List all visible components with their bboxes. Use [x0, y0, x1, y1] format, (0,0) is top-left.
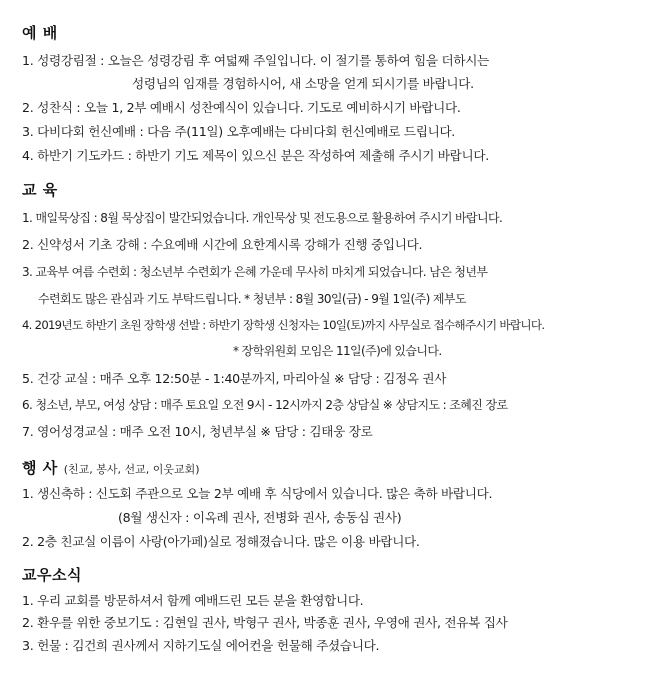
events-item-1: 1. 생신축하 : 신도회 주관으로 오늘 2부 예배 후 식당에서 있습니다. 많은 축하 바랍니다.: [22, 486, 493, 501]
education-item-6: 6. 청소년, 부모, 여성 상담 : 매주 토요일 오전 9시 - 12시까지 2층 상담실 ※ 상담지도 : 조혜진 장로: [22, 398, 508, 412]
education-item-1: 1. 매일묵상집 : 8월 묵상집이 발간되었습니다. 개인묵상 및 전도용으로 활용하여 주시기 바랍니다.: [22, 211, 503, 225]
worship-item-1: 1. 성령강림절 : 오늘은 성령강림 후 여덟째 주일입니다. 이 절기를 통하여 힘을 더하시는: [22, 53, 489, 68]
members-item-3: 3. 헌물 : 김건희 권사께서 지하기도실 에어컨을 헌물해 주셨습니다.: [22, 638, 380, 653]
worship-item-4: 4. 하반기 기도카드 : 하반기 기도 제목이 있으신 분은 작성하여 제출해 주시기 바랍니다.: [22, 148, 489, 163]
section-title-members: 교우소식: [22, 566, 82, 584]
members-item-2: 2. 환우를 위한 중보기도 : 김현일 권사, 박형구 권사, 박종훈 권사, 우영애 권사, 전유복 집사: [22, 615, 508, 630]
section-title-events: 행 사 (친교, 봉사, 선교, 이웃교회): [22, 459, 200, 477]
section-title-education: 교 육: [22, 181, 58, 199]
education-item-4: 4. 2019년도 하반기 초원 장학생 선발 : 하반기 장학생 신청자는 10일(토)까지 사무실로 접수해주시기 바랍니다.: [22, 318, 545, 332]
worship-item-3: 3. 다비다회 헌신예배 : 다음 주(11일) 오후예배는 다비다회 헌신예배로 드립니다.: [22, 124, 456, 139]
worship-item-2: 2. 성찬식 : 오늘 1, 2부 예배시 성찬예식이 있습니다. 기도로 예비하시기 바랍니다.: [22, 100, 461, 115]
events-item-1-continued: (8월 생신자 : 이옥례 권사, 전병화 권사, 송동심 권사): [118, 510, 402, 525]
education-item-2: 2. 신약성서 기초 강해 : 수요예배 시간에 요한계시록 강해가 진행 중입니다.: [22, 237, 423, 252]
education-item-4-note: * 장학위원회 모임은 11일(주)에 있습니다.: [233, 344, 442, 358]
events-item-2: 2. 2층 친교실 이름이 사랑(아가페)실로 정해졌습니다. 많은 이용 바랍니다.: [22, 534, 420, 549]
education-item-7: 7. 영어성경교실 : 매주 오전 10시, 청년부실 ※ 담당 : 김태웅 장로: [22, 424, 373, 439]
members-item-1: 1. 우리 교회를 방문하셔서 함께 예배드린 모든 분을 환영합니다.: [22, 593, 364, 608]
education-item-3: 3. 교육부 여름 수련회 : 청소년부 수련회가 은혜 가운데 무사히 마치게 되었습니다. 남은 청년부: [22, 265, 488, 279]
worship-item-1-continued: 성령님의 임재를 경험하시어, 새 소망을 얻게 되시기를 바랍니다.: [132, 76, 474, 91]
section-title-worship: 예 배: [22, 24, 58, 42]
events-subtitle: (친교, 봉사, 선교, 이웃교회): [63, 463, 200, 476]
education-item-3-continued: 수련회도 많은 관심과 기도 부탁드립니다. * 청년부 : 8월 30일(금) - 9월 1일(주) 제부도: [38, 292, 466, 306]
education-item-5: 5. 건강 교실 : 매주 오후 12:50분 - 1:40분까지, 마리아실 ※ 담당 : 김정옥 권사: [22, 371, 447, 386]
